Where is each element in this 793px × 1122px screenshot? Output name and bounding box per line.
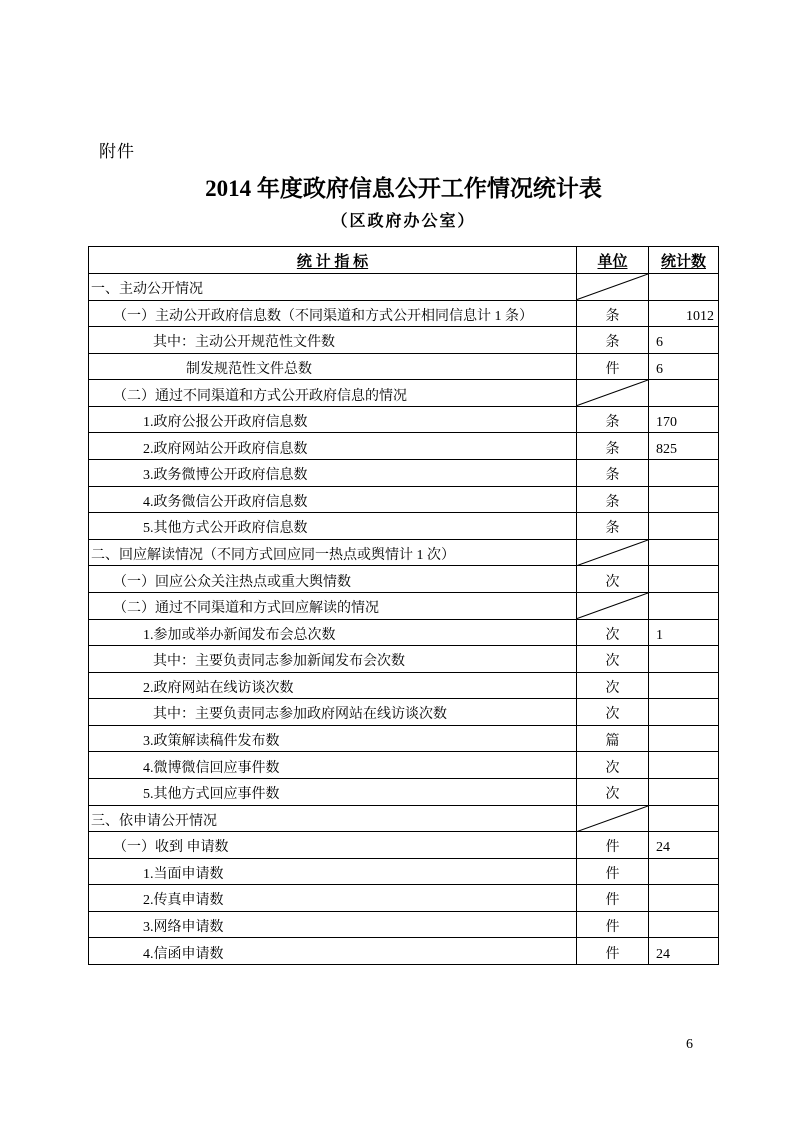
indicator-cell: 4.信函申请数 xyxy=(143,946,224,962)
count-cell xyxy=(649,699,718,725)
unit-cell: 条 xyxy=(576,301,649,327)
count-cell xyxy=(649,726,718,752)
table-row xyxy=(89,460,718,487)
count-cell: 6 xyxy=(656,335,663,351)
count-cell xyxy=(649,593,718,619)
count-cell: 24 xyxy=(656,946,670,962)
table-row xyxy=(89,354,718,381)
unit-cell: 次 xyxy=(576,779,649,805)
unit-cell: 件 xyxy=(576,912,649,938)
indicator-cell: 4.政务微信公开政府信息数 xyxy=(143,494,308,510)
table-row xyxy=(89,912,718,939)
diagonal-slash xyxy=(577,806,648,832)
count-cell xyxy=(649,487,718,513)
count-cell xyxy=(649,646,718,672)
unit-cell: 条 xyxy=(576,513,649,539)
diagonal-slash xyxy=(577,540,648,566)
diagonal-slash xyxy=(577,593,648,619)
count-cell xyxy=(649,566,718,592)
indicator-cell: 制发规范性文件总数 xyxy=(186,361,312,377)
indicator-cell: 2.传真申请数 xyxy=(143,893,224,909)
unit-cell: 次 xyxy=(576,699,649,725)
count-cell xyxy=(649,513,718,539)
table-row xyxy=(89,301,718,328)
header-indicator-cell: 统 计 指 标 xyxy=(296,253,369,270)
table-row xyxy=(89,832,718,859)
table-row xyxy=(89,938,718,964)
indicator-cell: 3.政策解读稿件发布数 xyxy=(143,734,280,750)
unit-cell xyxy=(576,380,649,406)
table-row xyxy=(89,620,718,647)
count-cell xyxy=(649,540,718,566)
count-cell xyxy=(649,885,718,911)
unit-cell: 次 xyxy=(576,620,649,646)
table-row xyxy=(89,806,718,833)
count-cell: 825 xyxy=(656,441,677,457)
diagonal-slash xyxy=(577,274,648,300)
count-cell: 1012 xyxy=(686,308,714,324)
unit-cell: 条 xyxy=(576,487,649,513)
count-cell xyxy=(649,752,718,778)
unit-cell: 件 xyxy=(576,885,649,911)
table-row xyxy=(89,752,718,779)
unit-cell: 件 xyxy=(576,859,649,885)
indicator-cell: （一）回应公众关注热点或重大舆情数 xyxy=(113,574,351,590)
unit-cell xyxy=(576,540,649,566)
count-cell: 1 xyxy=(656,627,663,643)
unit-cell xyxy=(576,274,649,300)
count-cell xyxy=(649,859,718,885)
diagonal-slash xyxy=(577,380,648,406)
indicator-cell: （二）通过不同渠道和方式回应解读的情况 xyxy=(113,601,379,617)
indicator-cell: 1.政府公报公开政府信息数 xyxy=(143,415,308,431)
statistics-table xyxy=(88,246,719,965)
attachment-label: 附件 xyxy=(99,142,135,161)
table-row xyxy=(89,726,718,753)
count-cell xyxy=(649,806,718,832)
indicator-cell: 其中：主动公开规范性文件数 xyxy=(153,335,335,351)
unit-cell: 件 xyxy=(576,938,649,964)
table-row xyxy=(89,673,718,700)
indicator-cell: 1.当面申请数 xyxy=(143,866,224,882)
table-row xyxy=(89,566,718,593)
count-cell xyxy=(649,380,718,406)
table-row xyxy=(89,593,718,620)
indicator-cell: （二）通过不同渠道和方式公开政府信息的情况 xyxy=(113,388,407,404)
unit-cell: 条 xyxy=(576,433,649,459)
indicator-cell: 4.微博微信回应事件数 xyxy=(143,760,280,776)
count-cell: 24 xyxy=(656,840,670,856)
table-row xyxy=(89,859,718,886)
count-cell xyxy=(649,274,718,300)
indicator-cell: 3.政务微博公开政府信息数 xyxy=(143,468,308,484)
indicator-cell: 三、依申请公开情况 xyxy=(91,813,217,829)
indicator-cell: 3.网络申请数 xyxy=(143,920,224,936)
unit-cell: 次 xyxy=(576,646,649,672)
table-row xyxy=(89,487,718,514)
count-cell xyxy=(649,912,718,938)
unit-cell: 条 xyxy=(576,327,649,353)
table-row xyxy=(89,699,718,726)
table-row xyxy=(89,380,718,407)
table-row xyxy=(89,274,718,301)
indicator-cell: 5.其他方式公开政府信息数 xyxy=(143,521,308,537)
table-row xyxy=(89,433,718,460)
indicator-cell: 二、回应解读情况（不同方式回应同一热点或舆情计 1 次） xyxy=(91,547,455,563)
indicator-cell: （一）收到 申请数 xyxy=(113,840,229,856)
unit-cell: 条 xyxy=(576,407,649,433)
count-cell xyxy=(649,779,718,805)
page-number: 6 xyxy=(686,1037,693,1052)
indicator-cell: 其中：主要负责同志参加新闻发布会次数 xyxy=(153,654,405,670)
indicator-cell: 2.政府网站在线访谈次数 xyxy=(143,680,294,696)
indicator-cell: 2.政府网站公开政府信息数 xyxy=(143,441,308,457)
table-row xyxy=(89,540,718,567)
indicator-cell: 5.其他方式回应事件数 xyxy=(143,787,280,803)
unit-cell: 次 xyxy=(576,752,649,778)
count-cell xyxy=(649,460,718,486)
header-count-cell: 统计数 xyxy=(660,253,706,270)
table-header-row xyxy=(89,247,718,274)
unit-cell: 篇 xyxy=(576,726,649,752)
indicator-cell: 1.参加或举办新闻发布会总次数 xyxy=(143,627,336,643)
document-title: 2014 年度政府信息公开工作情况统计表 xyxy=(205,176,602,201)
count-cell: 170 xyxy=(656,415,677,431)
table-row xyxy=(89,646,718,673)
indicator-cell: （一）主动公开政府信息数（不同渠道和方式公开相同信息计 1 条） xyxy=(113,308,533,324)
table-row xyxy=(89,407,718,434)
unit-cell: 次 xyxy=(576,673,649,699)
unit-cell: 次 xyxy=(576,566,649,592)
table-row xyxy=(89,513,718,540)
indicator-cell: 一、主动公开情况 xyxy=(91,282,203,298)
unit-cell xyxy=(576,806,649,832)
unit-cell: 件 xyxy=(576,354,649,380)
header-unit-cell: 单位 xyxy=(576,247,649,273)
indicator-cell: 其中：主要负责同志参加政府网站在线访谈次数 xyxy=(153,707,447,723)
document-subtitle: （区政府办公室） xyxy=(331,213,476,230)
count-cell: 6 xyxy=(656,361,663,377)
unit-cell: 条 xyxy=(576,460,649,486)
count-cell xyxy=(649,673,718,699)
table-row xyxy=(89,327,718,354)
unit-cell: 件 xyxy=(576,832,649,858)
unit-cell xyxy=(576,593,649,619)
table-row xyxy=(89,779,718,806)
table-row xyxy=(89,885,718,912)
